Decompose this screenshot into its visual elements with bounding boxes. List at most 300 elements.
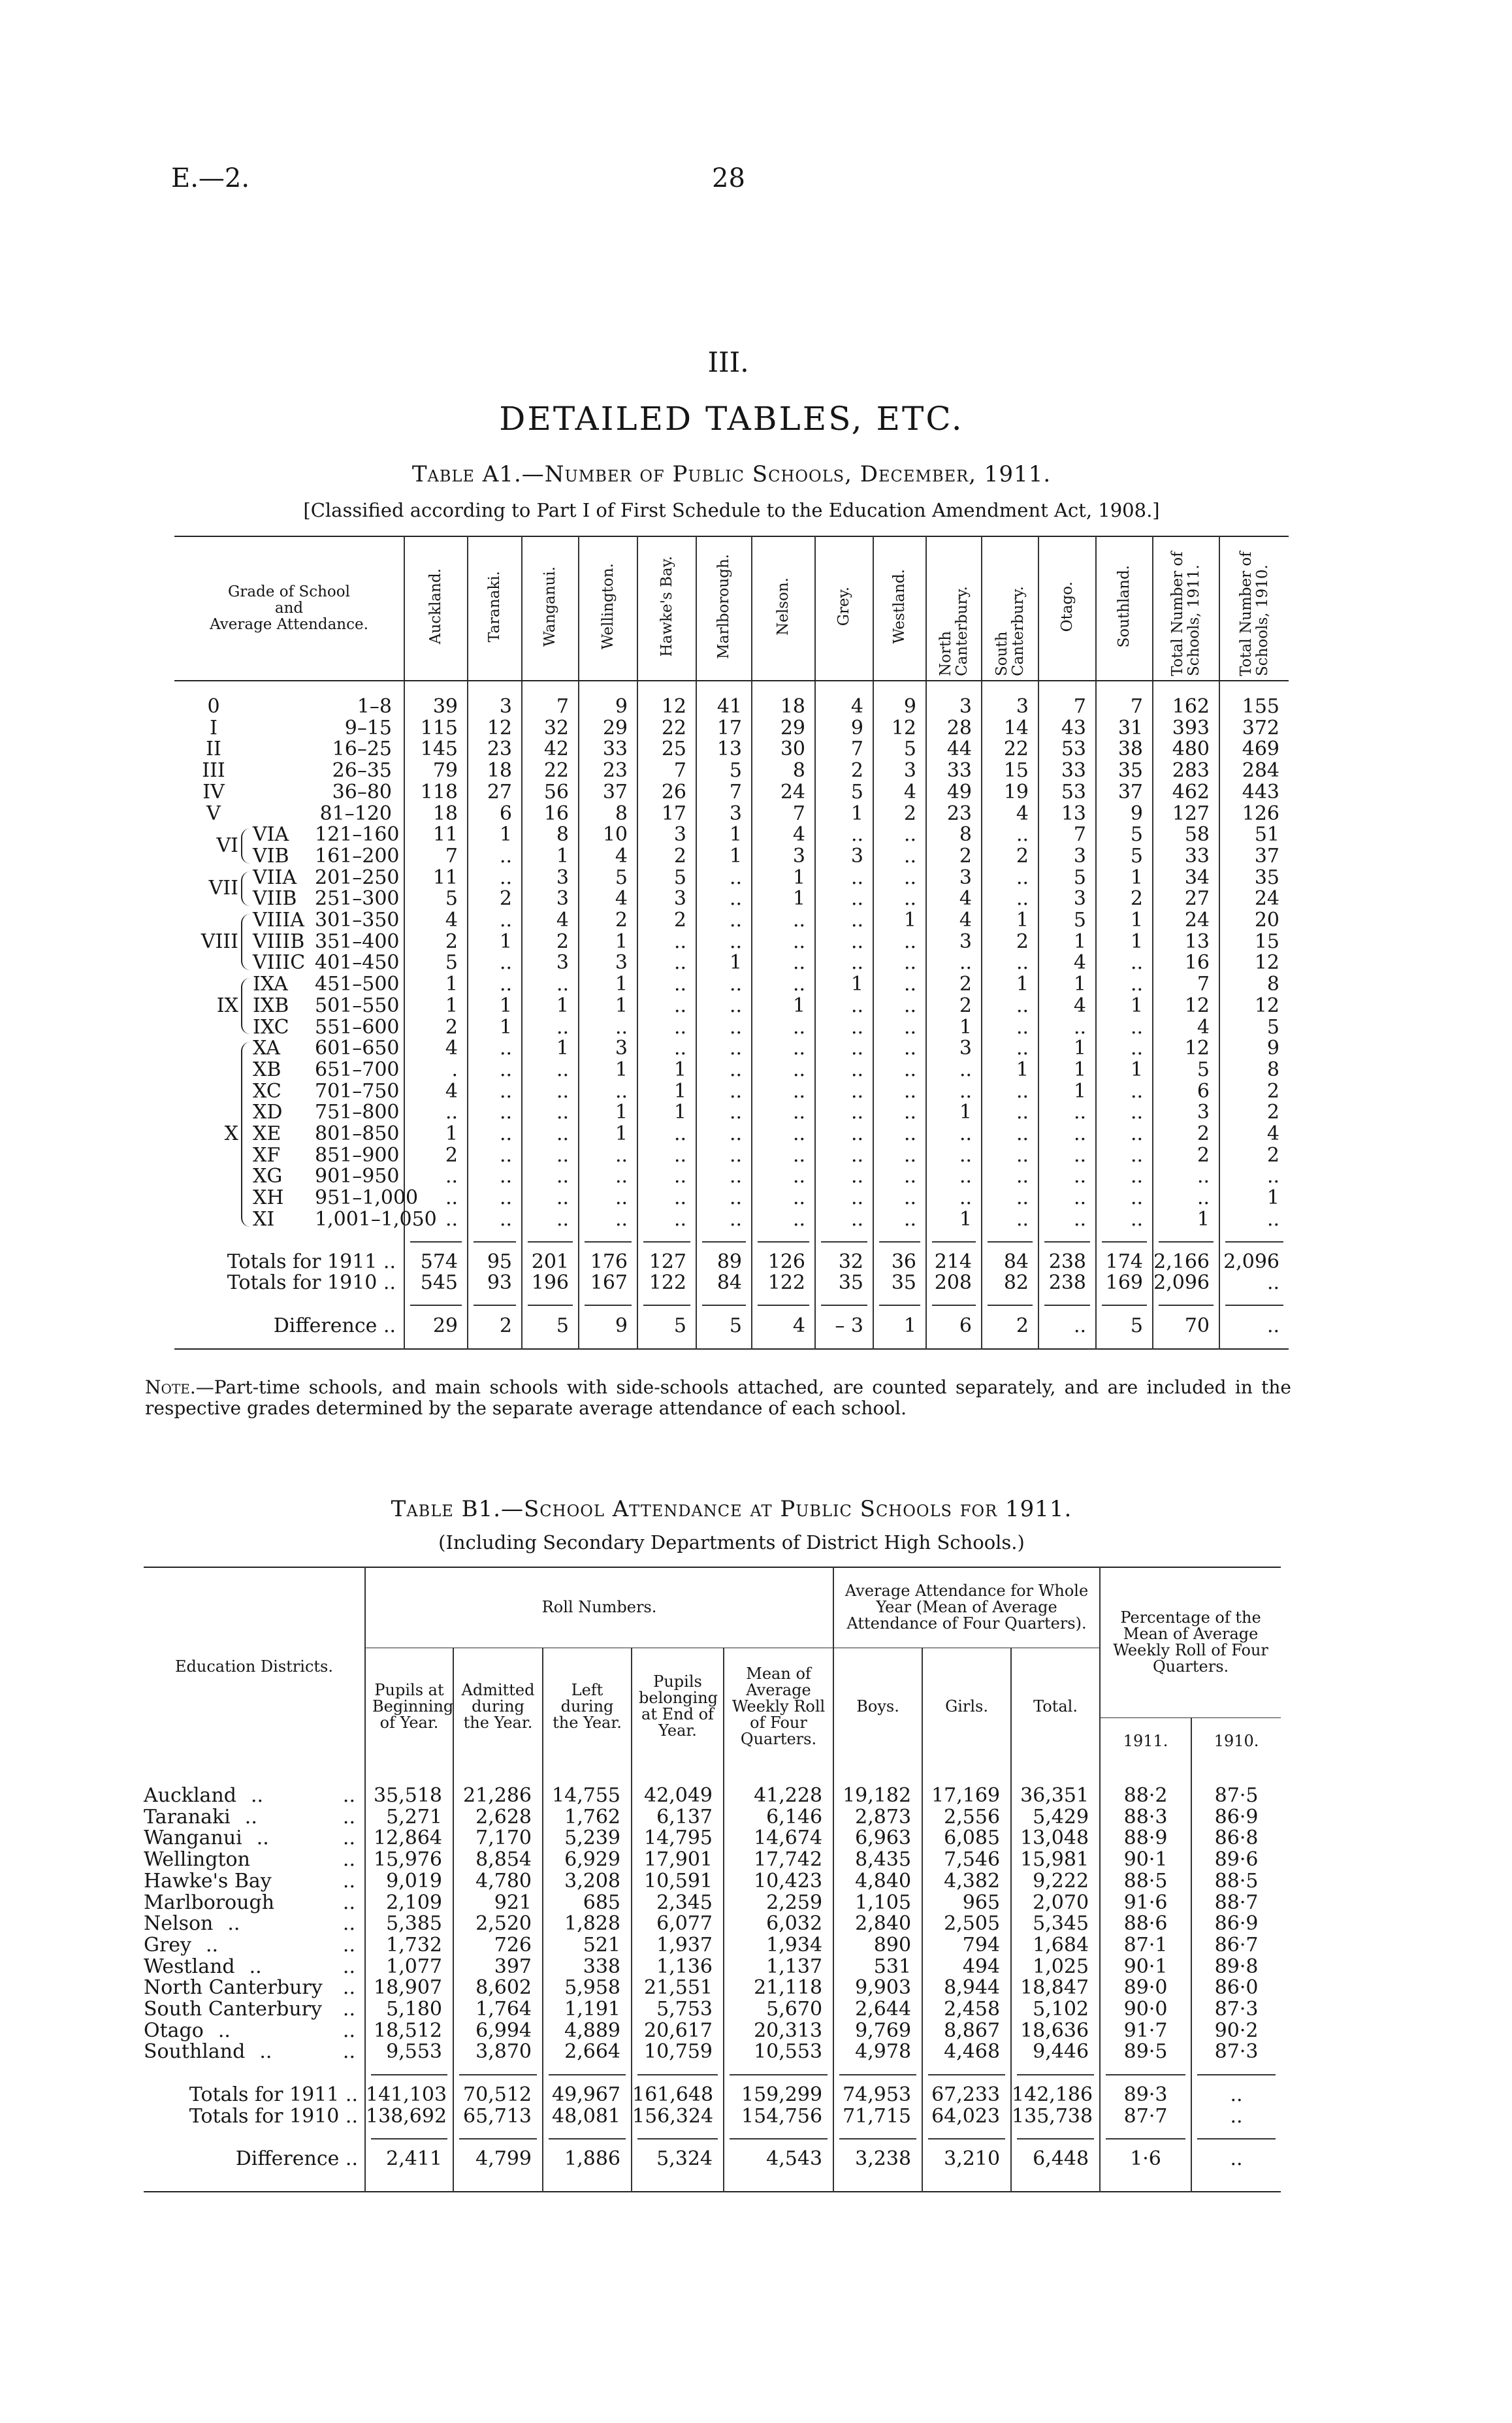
district-column-label: Hawke's Bay. xyxy=(658,556,675,657)
table-row xyxy=(174,1188,1289,1209)
spacer-cell xyxy=(404,681,468,696)
cell-value: 42 xyxy=(522,739,579,760)
district-column-header xyxy=(696,536,752,681)
cell-value: .. xyxy=(637,1038,696,1060)
cell-value: 7,546 xyxy=(922,1849,1011,1871)
district-name-cell xyxy=(144,1957,365,1978)
cell-value: .. xyxy=(468,1166,522,1188)
cell-value: 393 xyxy=(1153,718,1219,740)
cell-value: .. xyxy=(404,1102,468,1124)
cell-value: 9,446 xyxy=(1011,2041,1100,2063)
cell-value: 1 xyxy=(982,974,1038,996)
cell-value: 17,901 xyxy=(632,1849,724,1871)
column-rule xyxy=(637,1294,696,1316)
cell-value: .. xyxy=(752,1038,815,1060)
cell-value: .. xyxy=(982,888,1038,910)
spacer-cell xyxy=(1038,681,1096,696)
cell-value: 4 xyxy=(873,782,926,804)
brace-icon xyxy=(241,978,250,1034)
district-name: Grey xyxy=(144,1933,192,1957)
cell-value: 10,423 xyxy=(724,1871,833,1893)
cell-value: 5 xyxy=(637,1316,696,1337)
grade: 0 xyxy=(207,695,220,718)
cell-value: 12 xyxy=(873,718,926,740)
cell-value: 2,096 xyxy=(1153,1273,1219,1294)
cell-value: .. xyxy=(815,952,873,974)
cell-value: .. xyxy=(873,1017,926,1039)
grade-header-line: Grade of School xyxy=(228,583,350,600)
leader-dots: .. xyxy=(244,1805,257,1829)
cell-value: 169 xyxy=(1096,1273,1153,1294)
cell-value: 4 xyxy=(579,888,637,910)
column-rule xyxy=(1011,2128,1100,2149)
district-column-header xyxy=(1096,536,1153,681)
cell-value: 88·6 xyxy=(1100,1913,1191,1935)
cell-value: 37 xyxy=(579,782,637,804)
cell-value: 1·6 xyxy=(1100,2149,1191,2170)
attendance-range: 81–120 xyxy=(319,802,393,825)
cell-value: 35 xyxy=(873,1273,926,1294)
column-header: Total. xyxy=(1011,1648,1100,1765)
attendance-range: 1–8 xyxy=(357,695,393,718)
spacer-cell xyxy=(1153,1337,1219,1349)
cell-value: 2,070 xyxy=(1011,1893,1100,1914)
cell-value: 7 xyxy=(522,696,579,718)
cell-value: 27 xyxy=(468,782,522,804)
cell-value: 38 xyxy=(1096,739,1153,760)
cell-value: 1 xyxy=(1038,974,1096,996)
spacer-cell xyxy=(1038,1337,1096,1349)
column-rule xyxy=(752,1231,815,1252)
cell-value: 22 xyxy=(637,718,696,740)
cell-value: 8 xyxy=(1219,1060,1289,1081)
cell-value: 2 xyxy=(522,932,579,953)
cell-value: 1 xyxy=(404,996,468,1017)
table-row xyxy=(174,1081,1289,1103)
cell-value: 4 xyxy=(1219,1124,1289,1145)
cell-value: 28 xyxy=(926,718,982,740)
cell-value: 30 xyxy=(752,739,815,760)
cell-value: 7 xyxy=(1096,696,1153,718)
leader-dots: .. xyxy=(342,1933,355,1957)
cell-value: .. xyxy=(926,1188,982,1209)
cell-value: .. xyxy=(752,932,815,953)
cell-value: .. xyxy=(579,1166,637,1188)
cell-value: 7 xyxy=(815,739,873,760)
cell-value: 7 xyxy=(637,760,696,782)
cell-value: .. xyxy=(873,888,926,910)
cell-value: 36 xyxy=(873,1252,926,1273)
cell-value: .. xyxy=(637,1166,696,1188)
cell-value: .. xyxy=(873,846,926,868)
cell-value: 4,978 xyxy=(833,2041,922,2063)
district-column-label: Southland. xyxy=(1116,565,1133,648)
district-column-label: South Canterbury. xyxy=(993,586,1027,676)
cell-value: 18,512 xyxy=(365,2021,453,2042)
cell-value: 1 xyxy=(468,1017,522,1039)
cell-value: 23 xyxy=(579,760,637,782)
cell-value: 5,753 xyxy=(632,1999,724,2021)
attendance-range: 16–25 xyxy=(332,738,393,761)
cell-value: .. xyxy=(468,910,522,932)
cell-value: 87·3 xyxy=(1191,2041,1281,2063)
cell-value: 2 xyxy=(982,1316,1038,1337)
cell-value: 1,077 xyxy=(365,1957,453,1978)
district-column-header xyxy=(1038,536,1096,681)
cell-value: – 3 xyxy=(815,1316,873,1337)
cell-value: .. xyxy=(1219,1166,1289,1188)
cell-value: .. xyxy=(522,1145,579,1167)
table-row xyxy=(174,974,1289,996)
grade-group-label: X xyxy=(224,1122,238,1146)
cell-value: 8 xyxy=(522,824,579,846)
cell-value: 67,233 xyxy=(922,2085,1011,2106)
cell-value: 22 xyxy=(522,760,579,782)
cell-value: 20,617 xyxy=(632,2021,724,2042)
cell-value: 4,799 xyxy=(453,2149,543,2170)
table-row xyxy=(174,1017,1289,1039)
cell-value: 2 xyxy=(926,996,982,1017)
cell-value: 138,692 xyxy=(365,2106,453,2128)
year-header: 1910. xyxy=(1191,1717,1281,1765)
cell-value: 88·5 xyxy=(1100,1871,1191,1893)
grade-group-label: VI xyxy=(216,834,238,857)
cell-value: 48,081 xyxy=(543,2106,632,2128)
column-header: Admitted during the Year. xyxy=(453,1648,543,1765)
table-row xyxy=(144,1977,1281,1999)
district-column-label: Nelson. xyxy=(775,577,792,636)
cell-value: .. xyxy=(752,1081,815,1103)
cell-value: .. xyxy=(468,1124,522,1145)
cell-value: 13 xyxy=(1153,932,1219,953)
leader-dots: .. xyxy=(256,1827,269,1850)
cell-value: .. xyxy=(752,1188,815,1209)
cell-value: 284 xyxy=(1219,760,1289,782)
footer-gap xyxy=(144,2170,1281,2192)
cell-value: 208 xyxy=(926,1273,982,1294)
spacer-cell xyxy=(632,1765,724,1785)
column-rule xyxy=(365,2063,453,2085)
districts-header: Education Districts. xyxy=(174,1657,333,1676)
cell-value: 12 xyxy=(1219,952,1289,974)
cell-value: 74,953 xyxy=(833,2085,922,2106)
cell-value: .. xyxy=(522,1188,579,1209)
cell-value: 1 xyxy=(404,1124,468,1145)
cell-value: 238 xyxy=(1038,1252,1096,1273)
cell-value: 2 xyxy=(982,846,1038,868)
cell-value: 5 xyxy=(696,760,752,782)
grade-blank xyxy=(253,760,315,782)
cell-value: .. xyxy=(1038,1316,1096,1337)
cell-value: .. xyxy=(1096,1102,1153,1124)
cell-value: 90·1 xyxy=(1100,1849,1191,1871)
cell-value: .. xyxy=(468,846,522,868)
cell-value: 87·1 xyxy=(1100,1935,1191,1957)
cell-value: 12 xyxy=(1153,996,1219,1017)
cell-value: 16 xyxy=(522,804,579,825)
cell-value: 283 xyxy=(1153,760,1219,782)
cell-value: 1 xyxy=(752,868,815,889)
cell-value: 88·2 xyxy=(1100,1785,1191,1807)
cell-value: .. xyxy=(752,1017,815,1039)
district-name-cell xyxy=(144,1913,365,1935)
cell-value: .. xyxy=(752,974,815,996)
spacer-cell xyxy=(365,1765,453,1785)
sub-grade: XD xyxy=(253,1101,283,1124)
difference-row-label: Difference .. xyxy=(235,2147,358,2170)
sub-grade: XH xyxy=(253,1186,284,1210)
cell-value: .. xyxy=(815,888,873,910)
cell-value: 135,738 xyxy=(1011,2106,1100,2128)
cell-value: 18,847 xyxy=(1011,1977,1100,1999)
cell-value: 15,976 xyxy=(365,1849,453,1871)
cell-value: 122 xyxy=(752,1273,815,1294)
cell-value: 82 xyxy=(982,1273,1038,1294)
column-rule xyxy=(1153,1231,1219,1252)
table-row xyxy=(174,1209,1289,1231)
cell-value: 6,032 xyxy=(724,1913,833,1935)
spacer-label xyxy=(144,1765,365,1785)
cell-value: .. xyxy=(1219,1209,1289,1231)
footer-gap xyxy=(174,1337,1289,1349)
cell-value: 122 xyxy=(637,1273,696,1294)
cell-value: 2 xyxy=(404,1017,468,1039)
cell-value: 12,864 xyxy=(365,1828,453,1849)
column-rule xyxy=(1191,2128,1281,2149)
cell-value: 35 xyxy=(815,1273,873,1294)
cell-value: .. xyxy=(1038,1124,1096,1145)
cell-value: 20 xyxy=(1219,910,1289,932)
cell-value: 1 xyxy=(1096,932,1153,953)
cell-value: 5 xyxy=(404,888,468,910)
cell-value: .. xyxy=(752,1145,815,1167)
cell-value: .. xyxy=(815,824,873,846)
table-row xyxy=(174,739,1289,760)
cell-value: 372 xyxy=(1219,718,1289,740)
cell-value: 1 xyxy=(1096,868,1153,889)
district-column-label: Wellington. xyxy=(599,563,617,650)
sub-grade: XG xyxy=(253,1165,283,1188)
cell-value: 2,520 xyxy=(453,1913,543,1935)
cell-value: 2 xyxy=(579,910,637,932)
cell-value: .. xyxy=(815,1017,873,1039)
cell-value: 79 xyxy=(404,760,468,782)
district-name-cell xyxy=(144,1893,365,1914)
cell-value: .. xyxy=(815,1166,873,1188)
attendance-range: 351–400 xyxy=(315,930,400,953)
cell-value: 4,840 xyxy=(833,1871,922,1893)
cell-value: 2,644 xyxy=(833,1999,922,2021)
cell-value: .. xyxy=(982,824,1038,846)
cell-value: 17 xyxy=(696,718,752,740)
cell-value: 6,077 xyxy=(632,1913,724,1935)
cell-value: 7 xyxy=(752,804,815,825)
cell-value: 1 xyxy=(926,1209,982,1231)
attendance-range: 36–80 xyxy=(332,780,393,804)
district-column-label: Wanganui. xyxy=(541,566,559,647)
sub-grade: VIIB xyxy=(253,887,297,911)
column-rule xyxy=(579,1294,637,1316)
district-name: Southland xyxy=(144,2040,246,2064)
cell-value: .. xyxy=(752,1124,815,1145)
table-row xyxy=(174,782,1289,804)
table-row xyxy=(144,1935,1281,1957)
cell-value: 2 xyxy=(1219,1081,1289,1103)
sub-grade: VIIIA xyxy=(253,909,304,932)
cell-value: .. xyxy=(926,1060,982,1081)
cell-value: 4 xyxy=(982,804,1038,825)
cell-value: .. xyxy=(873,824,926,846)
cell-value: .. xyxy=(815,1188,873,1209)
cell-value: .. xyxy=(1096,974,1153,996)
district-column-label: Grey. xyxy=(835,587,853,626)
cell-value: .. xyxy=(1038,1188,1096,1209)
district-column-header xyxy=(1153,536,1219,681)
cell-value: 53 xyxy=(1038,739,1096,760)
cell-value: 10 xyxy=(579,824,637,846)
cell-value: .. xyxy=(1038,1017,1096,1039)
column-rule xyxy=(833,2128,922,2149)
grade-group xyxy=(174,1038,253,1230)
district-column-header xyxy=(579,536,637,681)
cell-value: 22 xyxy=(982,739,1038,760)
cell-value: 35,518 xyxy=(365,1785,453,1807)
cell-value: 1,762 xyxy=(543,1807,632,1829)
column-rule xyxy=(724,2063,833,2085)
cell-value: 2 xyxy=(637,910,696,932)
attendance-range: 651–700 xyxy=(315,1058,400,1081)
cell-value: 1 xyxy=(1153,1209,1219,1231)
header-gap xyxy=(144,1765,1281,1785)
table-a1-note xyxy=(145,1377,1291,1419)
cell-value: 1 xyxy=(1096,910,1153,932)
header-gap xyxy=(174,681,1289,696)
column-rule xyxy=(1153,1294,1219,1316)
totals-row-label: Totals for 1911 .. xyxy=(227,1250,396,1273)
cell-value: 44 xyxy=(926,739,982,760)
district-column-label: Marlborough. xyxy=(715,554,733,659)
rule-row xyxy=(144,2063,1281,2085)
table-row xyxy=(144,2021,1281,2042)
cell-value: .. xyxy=(637,1145,696,1167)
column-rule xyxy=(696,1231,752,1252)
district-column-header xyxy=(873,536,926,681)
cell-value: 18 xyxy=(468,760,522,782)
cell-value: 5 xyxy=(1096,1316,1153,1337)
table-row xyxy=(144,1999,1281,2021)
table-a1-subtitle: [Classified according to Part I of First Schedule to the Education Amendment Act, 1908.] xyxy=(303,499,1160,521)
cell-value: 35 xyxy=(1096,760,1153,782)
cell-value: 5 xyxy=(1153,1060,1219,1081)
cell-value: .. xyxy=(696,1209,752,1231)
cell-value: 90·1 xyxy=(1100,1957,1191,1978)
cell-value: 58 xyxy=(1153,824,1219,846)
cell-value: 174 xyxy=(1096,1252,1153,1273)
cell-value: 87·3 xyxy=(1191,1999,1281,2021)
column-rule xyxy=(543,2128,632,2149)
cell-value: 1 xyxy=(637,1102,696,1124)
spacer-cell xyxy=(543,1765,632,1785)
cell-value: 574 xyxy=(404,1252,468,1273)
cell-value: 12 xyxy=(468,718,522,740)
district-name-cell xyxy=(144,1999,365,2021)
cell-value: 41 xyxy=(696,696,752,718)
cell-value: .. xyxy=(752,1102,815,1124)
leader-dots: .. xyxy=(342,1848,355,1872)
cell-value: 1,025 xyxy=(1011,1957,1100,1978)
brace-icon xyxy=(241,828,250,863)
cell-value: .. xyxy=(982,1038,1038,1060)
table-row xyxy=(174,932,1289,953)
spacer-cell xyxy=(752,1337,815,1349)
cell-value: .. xyxy=(873,1188,926,1209)
section-number: III. xyxy=(707,346,749,378)
spacer-label xyxy=(144,2128,365,2149)
cell-value: 1 xyxy=(752,888,815,910)
cell-value: 1 xyxy=(579,1060,637,1081)
leader-dots: .. xyxy=(342,1955,355,1978)
cell-value: 1 xyxy=(1038,1060,1096,1081)
cell-value: .. xyxy=(873,952,926,974)
district-name: Wellington xyxy=(144,1848,250,1872)
cell-value: 8 xyxy=(752,760,815,782)
cell-value: .. xyxy=(1038,1102,1096,1124)
cell-value: 65,713 xyxy=(453,2106,543,2128)
cell-value: .. xyxy=(873,996,926,1017)
attendance-range: 801–850 xyxy=(315,1122,400,1146)
spacer-cell xyxy=(982,681,1038,696)
cell-value: 19 xyxy=(982,782,1038,804)
cell-value: 1,137 xyxy=(724,1957,833,1978)
leader-dots: .. xyxy=(342,1805,355,1829)
leader-dots: .. xyxy=(206,1933,219,1957)
column-rule xyxy=(982,1294,1038,1316)
cell-value: 26 xyxy=(637,782,696,804)
cell-value: 2 xyxy=(1153,1145,1219,1167)
spacer-cell xyxy=(1219,681,1289,696)
cell-value: 2 xyxy=(404,1145,468,1167)
cell-value: .. xyxy=(1096,1017,1153,1039)
cell-value: .. xyxy=(982,1145,1038,1167)
cell-value: 27 xyxy=(1153,888,1219,910)
table-row xyxy=(174,868,1289,889)
grade-header xyxy=(174,536,404,681)
cell-value: 4,468 xyxy=(922,2041,1011,2063)
cell-value: 19,182 xyxy=(833,1785,922,1807)
cell-value: .. xyxy=(982,952,1038,974)
cell-value: .. xyxy=(468,974,522,996)
cell-value: 4 xyxy=(926,910,982,932)
cell-value: 56 xyxy=(522,782,579,804)
table-b1-subtitle: (Including Secondary Departments of District High Schools.) xyxy=(438,1531,1025,1553)
cell-value: 6,146 xyxy=(724,1807,833,1829)
cell-value: .. xyxy=(637,1017,696,1039)
cell-value: 161,648 xyxy=(632,2085,724,2106)
column-rule xyxy=(637,1231,696,1252)
attendance-range: 401–450 xyxy=(315,951,400,975)
grade: V xyxy=(206,802,221,825)
cell-value: .. xyxy=(404,1209,468,1231)
cell-value: .. xyxy=(873,1145,926,1167)
table-b1-title: Table B1.—School Attendance at Public Schools for 1911. xyxy=(391,1496,1072,1522)
attendance-range: 201–250 xyxy=(315,866,400,889)
cell-value: .. xyxy=(522,1166,579,1188)
cell-value: 2 xyxy=(468,888,522,910)
cell-value: 3 xyxy=(1038,846,1096,868)
column-rule xyxy=(365,2128,453,2149)
cell-value: 9 xyxy=(579,1316,637,1337)
cell-value: 90·2 xyxy=(1191,2021,1281,2042)
